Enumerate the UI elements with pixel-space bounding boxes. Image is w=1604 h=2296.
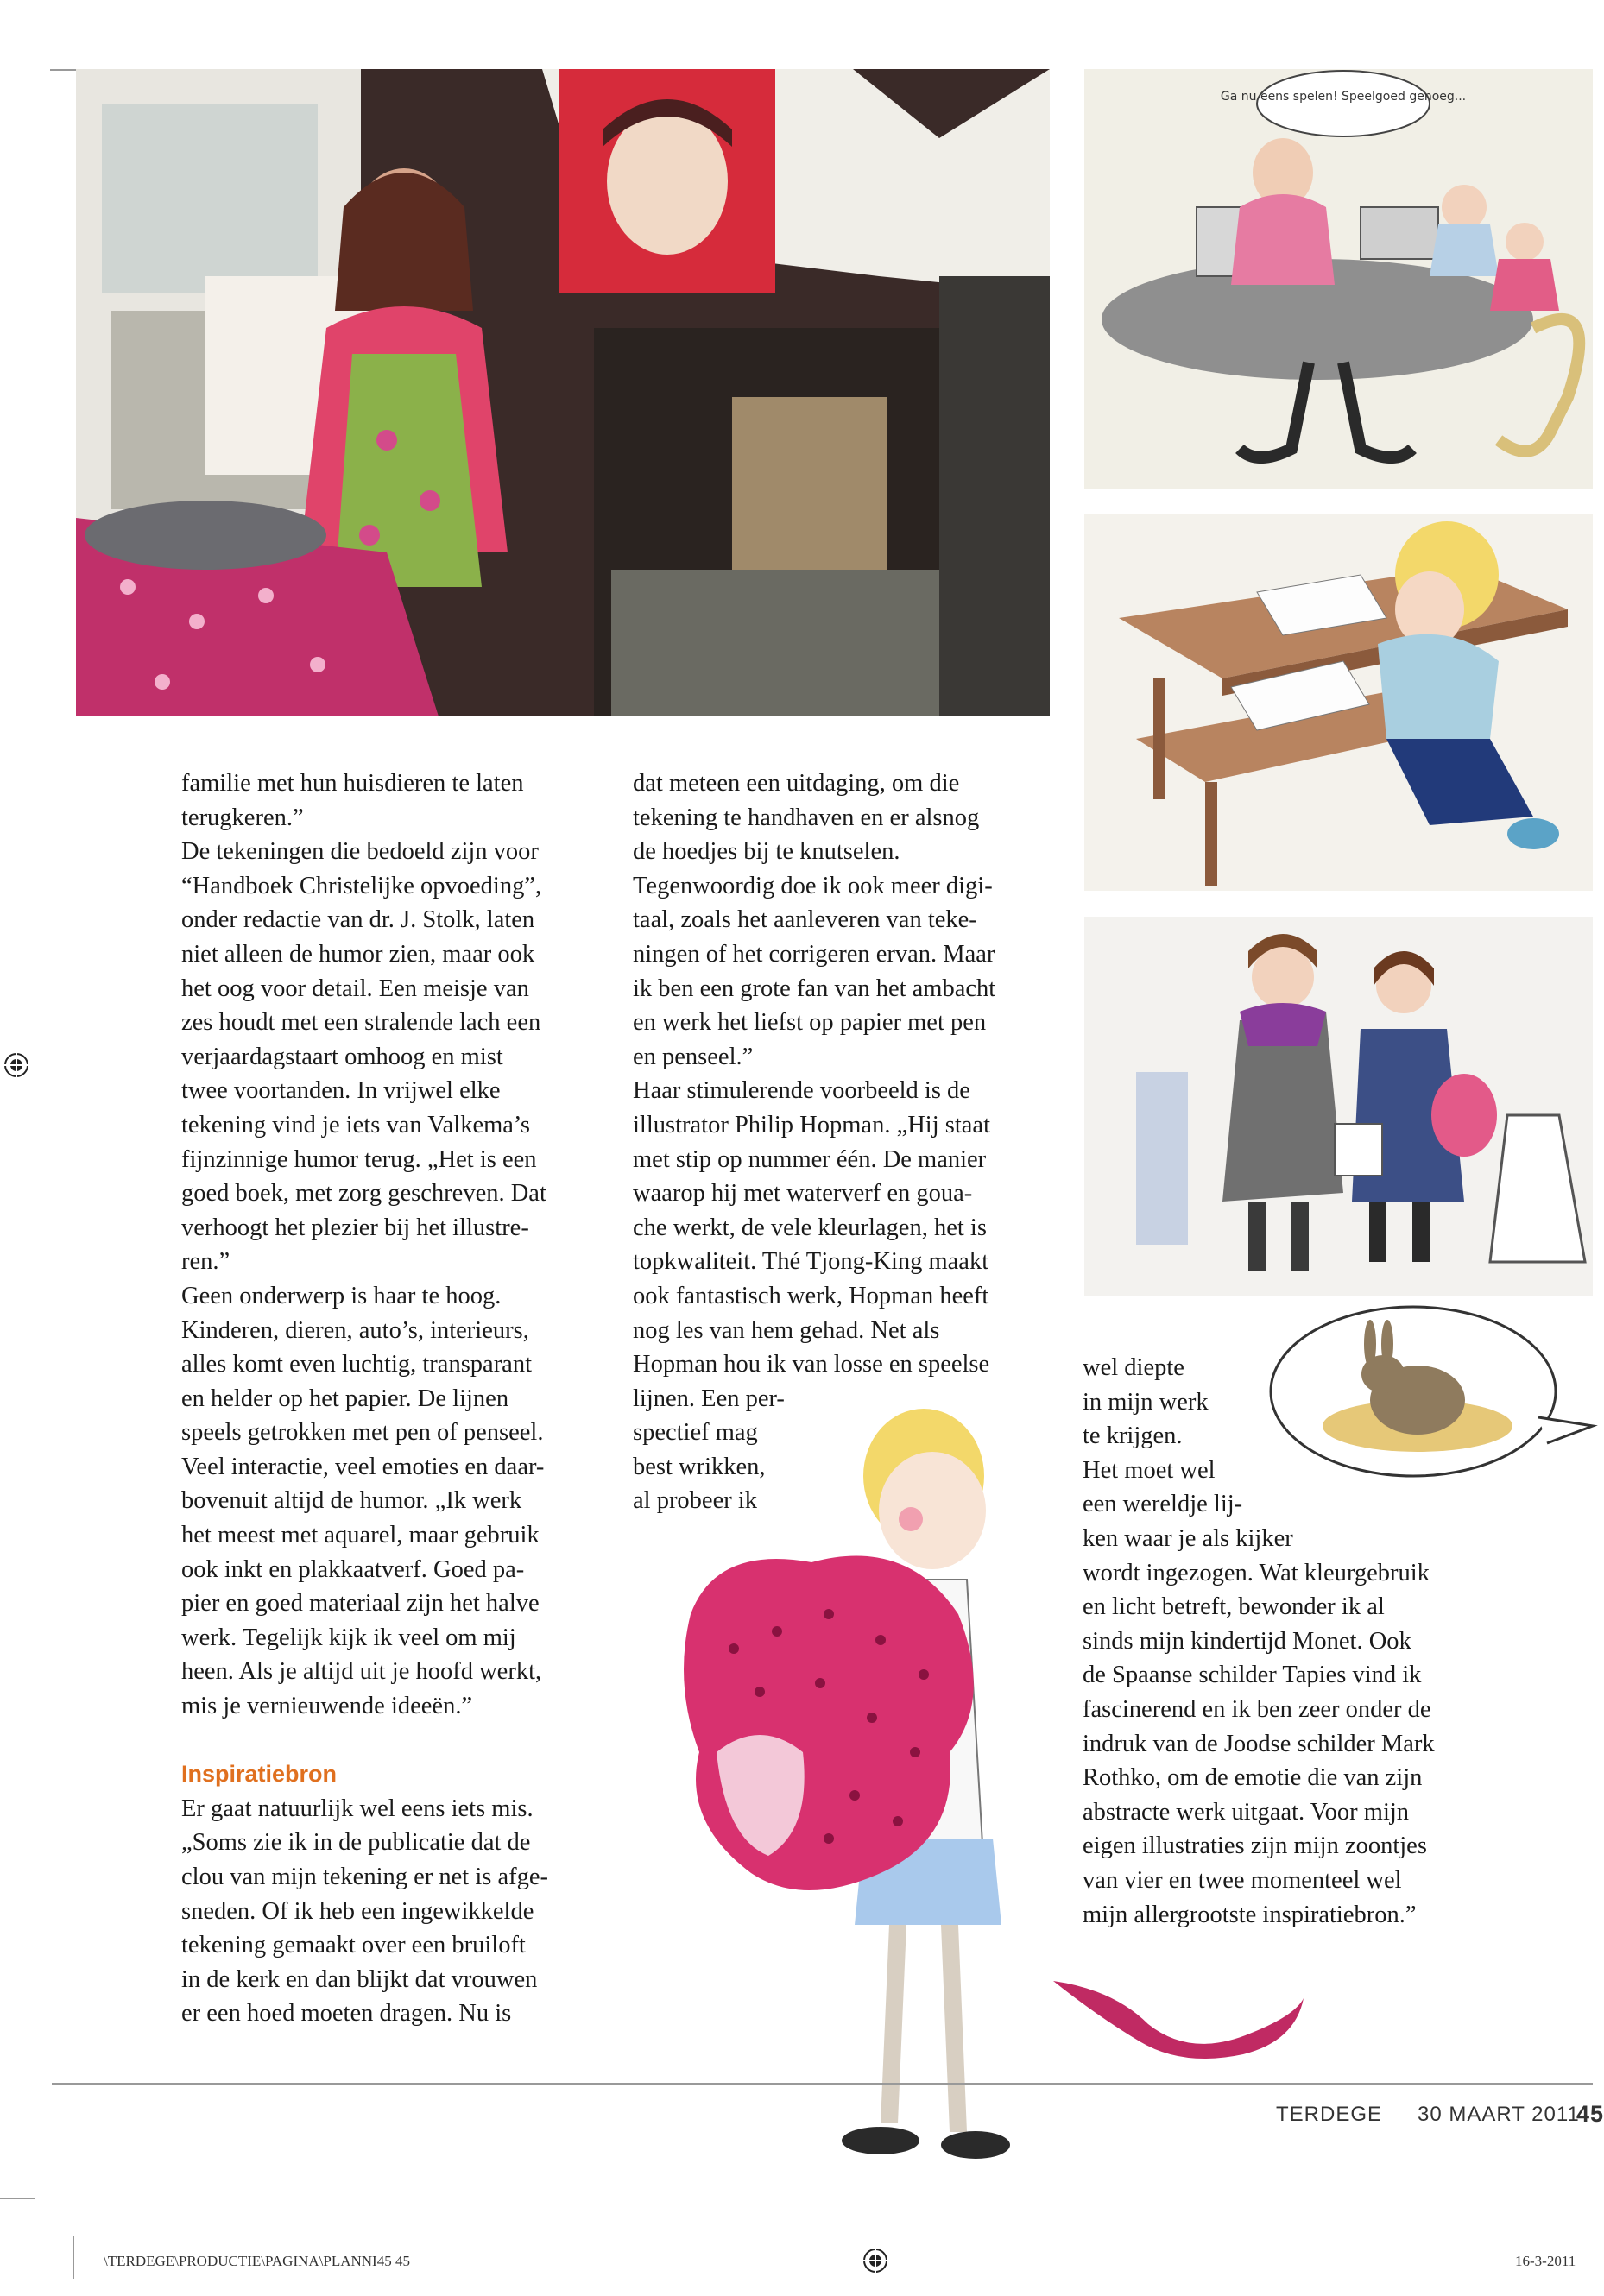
text-line: in de kerk en dan blijkt dat vrouwen (181, 1965, 538, 1993)
text-line: speels getrokken met pen of penseel. (181, 1419, 544, 1447)
text-line: een wereldje lij- (1083, 1491, 1243, 1518)
studio-photo (76, 69, 1050, 716)
text-line: al probeer ik (633, 1487, 758, 1515)
text-line: sneden. Of ik heb een ingewikkelde (181, 1897, 534, 1925)
text-line: heen. Als je altijd uit je hoofd werkt, (181, 1658, 542, 1686)
text-column-2 (633, 766, 1064, 1518)
column-1-body-continued (181, 1792, 587, 2031)
illustration-fabric-scrap (1045, 1972, 1312, 2067)
text-line: zes houdt met een stralende lach een (181, 1009, 541, 1037)
footer-magazine: TERDEGE (1276, 2103, 1383, 2126)
text-line: werk. Tegelijk kijk ik veel om mij (181, 1624, 516, 1651)
text-line: mis je vernieuwende ideeën.” (181, 1693, 473, 1720)
text-line: „Soms zie ik in de publicatie dat de (181, 1829, 531, 1857)
crop-mark (0, 2198, 35, 2199)
text-line: het oog voor detail. Een meisje van (181, 975, 529, 1002)
text-line: er een hoed moeten dragen. Nu is (181, 2000, 512, 2028)
text-line: taal, zoals het aanleveren van teke- (633, 906, 977, 934)
text-line: goed boek, met zorg geschreven. Dat (181, 1180, 546, 1208)
text-line: abstracte werk uitgaat. Voor mijn (1083, 1798, 1410, 1826)
text-line: wordt ingezogen. Wat kleurgebruik (1083, 1559, 1430, 1586)
crop-rule (50, 69, 78, 71)
column-3-body (1083, 1351, 1566, 1932)
text-line: “Handboek Christelijke opvoeding”, (181, 872, 542, 899)
text-line: en helder op het papier. De lijnen (181, 1385, 509, 1412)
column-1-body (181, 766, 587, 1724)
text-line: in mijn werk (1083, 1388, 1209, 1416)
text-line: best wrikken, (633, 1453, 766, 1480)
registration-mark-icon (861, 2246, 890, 2275)
text-line: Kinderen, dieren, auto’s, interieurs, (181, 1316, 529, 1344)
text-line: topkwaliteit. Thé Tjong-King maakt (633, 1248, 989, 1276)
text-line: alles komt even luchtig, transparant (181, 1351, 532, 1378)
text-line: onder redactie van dr. J. Stolk, laten (181, 906, 535, 934)
text-line: tekening vind je iets van Valkema’s (181, 1111, 530, 1139)
footer-rule (52, 2083, 1593, 2085)
text-line: niet alleen de humor zien, maar ook (181, 940, 535, 968)
text-line: indruk van de Joodse schilder Mark (1083, 1730, 1435, 1757)
studio-photo-drawing (76, 69, 1050, 716)
text-line: sinds mijn kindertijd Monet. Ook (1083, 1627, 1411, 1655)
text-line: en werk het liefst op papier met pen (633, 1009, 987, 1037)
footer-page-number: 45 (1576, 2101, 1604, 2127)
crop-mark (73, 2236, 74, 2279)
illustration-girl-writing (1084, 514, 1593, 891)
text-line: mijn allergrootste inspiratiebron.” (1083, 1901, 1417, 1928)
registration-mark-icon (2, 1050, 31, 1080)
text-line: ook inkt en plakkaatverf. Goed pa- (181, 1555, 525, 1583)
text-line: illustrator Philip Hopman. „Hij staat (633, 1111, 990, 1139)
text-line: waarop hij met waterverf en goua- (633, 1180, 973, 1208)
text-line: ren.” (181, 1248, 230, 1276)
text-line: Hopman hou ik van losse en speelse (633, 1351, 990, 1378)
text-line: Veel interactie, veel emoties en daar- (181, 1453, 545, 1480)
text-line: ook fantastisch werk, Hopman heeft (633, 1282, 989, 1309)
slug-path: \TERDEGE\PRODUCTIE\PAGINA\PLANNI45 45 (104, 2253, 410, 2269)
text-line: de Spaanse schilder Tapies vind ik (1083, 1662, 1422, 1689)
text-line: eigen illustraties zijn mijn zoontjes (1083, 1832, 1427, 1860)
text-line: clou van mijn tekening er net is afge- (181, 1864, 548, 1890)
speech-bubble-text: Ga nu eens spelen! Speelgoed genoeg... (1220, 90, 1467, 104)
footer-date: 30 MAART 2011 (1418, 2103, 1580, 2126)
text-line: de hoedjes bij te knutselen. (633, 838, 900, 866)
text-line: lijnen. Een per- (633, 1385, 785, 1412)
text-line: dat meteen een uitdaging, om die (633, 770, 960, 797)
text-line: met stip op nummer één. De manier (633, 1145, 987, 1173)
text-line: fijnzinnige humor terug. „Het is een (181, 1145, 537, 1173)
text-line: te krijgen. (1083, 1422, 1183, 1450)
text-line: terugkeren.” (181, 804, 304, 831)
text-line: twee voortanden. In vrijwel elke (181, 1077, 501, 1105)
text-line: familie met hun huisdieren te laten (181, 770, 524, 797)
text-line: Haar stimulerende voorbeeld is de (633, 1077, 970, 1105)
illustration-mother-laptop (1084, 69, 1593, 489)
text-column-3 (1083, 1351, 1566, 1932)
text-line: Tegenwoordig doe ik ook meer digi- (633, 872, 993, 899)
slug-date: 16-3-2011 (1515, 2253, 1576, 2269)
text-line: ken waar je als kijker (1083, 1524, 1293, 1552)
text-line: De tekeningen die bedoeld zijn voor (181, 838, 539, 866)
text-line: tekening gemaakt over een bruiloft (181, 1932, 526, 1959)
text-line: tekening te handhaven en er alsnog (633, 804, 980, 831)
text-line: ik ben een grote fan van het ambacht (633, 975, 996, 1002)
text-line: van vier en twee momenteel wel (1083, 1866, 1402, 1894)
illustration-two-girls-shopping (1084, 917, 1593, 1296)
text-line: en licht betreft, bewonder ik al (1083, 1593, 1385, 1621)
text-line: verjaardagstaart omhoog en mist (181, 1043, 503, 1070)
text-line: bovenuit altijd de humor. „Ik werk (181, 1487, 522, 1515)
text-line: Rothko, om de emotie die van zijn (1083, 1764, 1423, 1792)
text-line: ningen of het corrigeren ervan. Maar (633, 940, 995, 968)
text-line: Het moet wel (1083, 1456, 1216, 1484)
text-line: fascinerend en ik ben zeer onder de (1083, 1695, 1431, 1723)
text-line: verhoogt het plezier bij het illustre- (181, 1214, 529, 1241)
text-line: het meest met aquarel, maar gebruik (181, 1522, 540, 1549)
column-2-body (633, 766, 1064, 1518)
text-line: wel diepte (1083, 1354, 1184, 1381)
text-line: Er gaat natuurlijk wel eens iets mis. (181, 1795, 534, 1822)
section-heading: Inspiratiebron (181, 1761, 338, 1788)
text-column-1 (181, 766, 587, 2031)
text-line: Geen onderwerp is haar te hoog. (181, 1282, 502, 1309)
text-line: en penseel.” (633, 1043, 754, 1070)
text-line: nog les van hem gehad. Net als (633, 1316, 940, 1344)
text-line: che werkt, de vele kleurlagen, het is (633, 1214, 987, 1241)
text-line: spectief mag (633, 1419, 758, 1447)
text-line: pier en goed materiaal zijn het halve (181, 1590, 540, 1618)
